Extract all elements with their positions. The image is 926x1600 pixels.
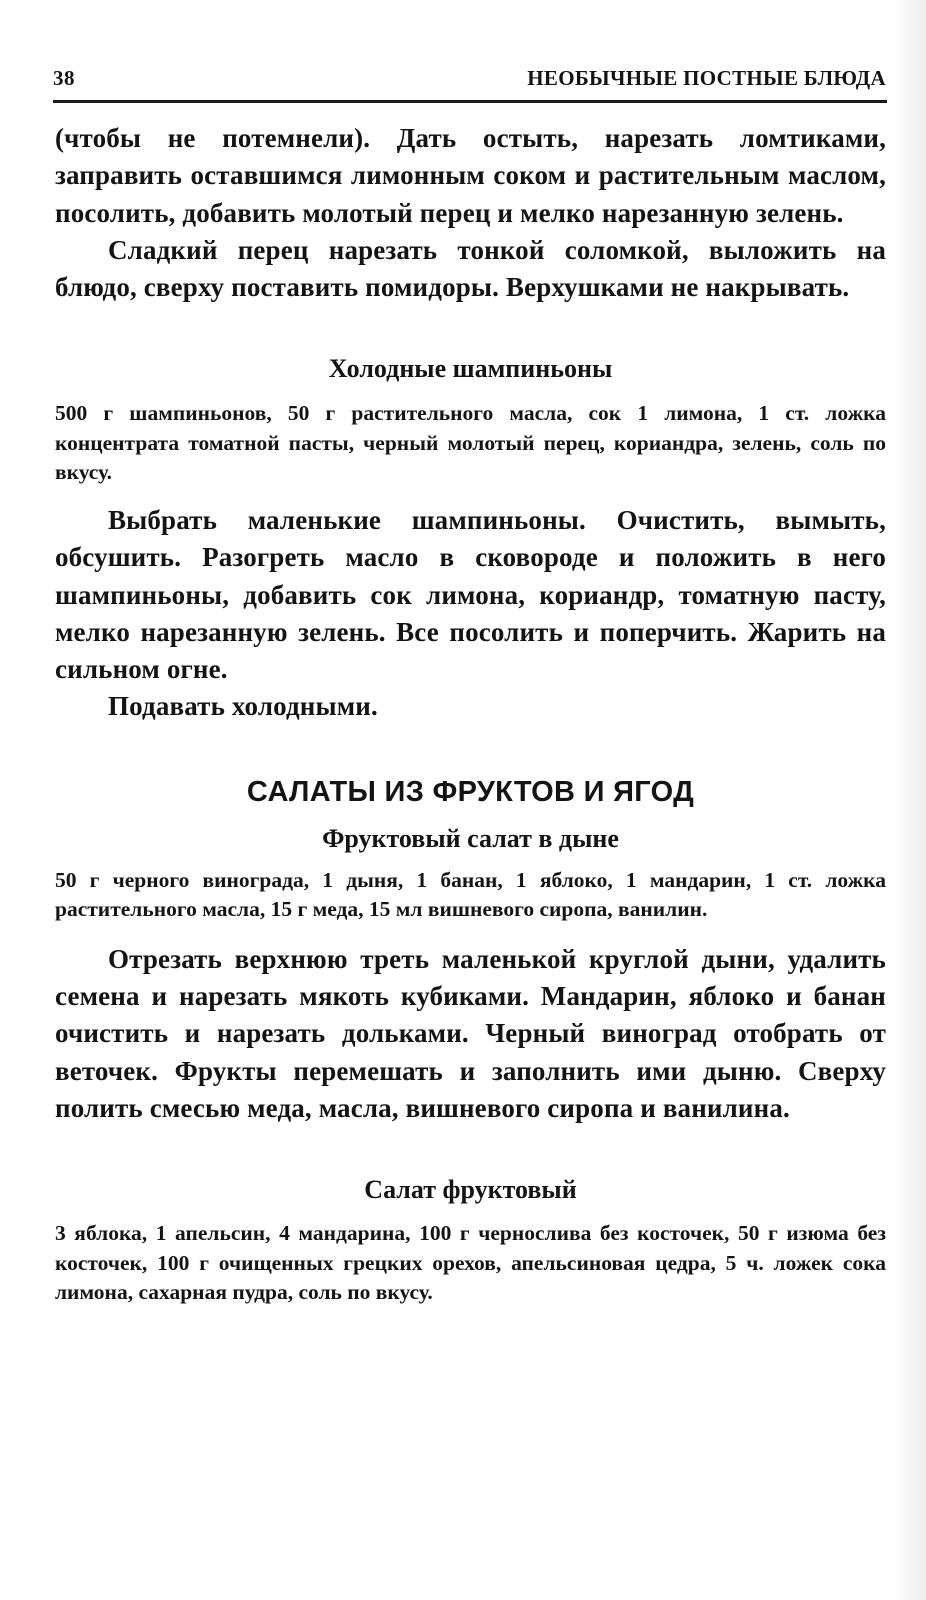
ingredients-fruit: 3 яблока, 1 апельсин, 4 мандарина, 100 г чернослива без косточек, 50 г изюма без косточек, 100 г очищенных грецких орехов, апельсиновая цедра, 5 ч. ложек сока лимона, сахарная пудра, соль по вкусу. [55, 1221, 886, 1305]
page-edge-shadow [892, 0, 926, 1600]
ingredients-mushrooms: 500 г шампиньонов, 50 г растительного масла, сок 1 лимона, 1 ст. ложка концентрата томатной пасты, черный молотый перец, кориандра, зелень, соль по вкусу. [55, 401, 886, 485]
instructions-paragraph: Выбрать маленькие шампиньоны. Очистить, вымыть, обсушить. Разогреть масло в сковороде и положить в него шампиньоны, добавить сок лимона, кориандр, томатную пасту, мелко нарезанную зелень. Все посолить и поперчить. Жарить на сильном огне. [55, 504, 886, 685]
recipe-title-fruit: Салат фруктовый [364, 1175, 577, 1205]
continuation-paragraph: (чтобы не потемнели). Дать остыть, нарезать ломтиками, заправить оставшимся лимонным соком и растительным маслом, посолить, добавить молотый перец и мелко нарезанную зелень. [55, 123, 886, 228]
header-rule [53, 100, 887, 103]
instructions-paragraph: Подавать холодными. [108, 691, 378, 722]
page-header [53, 58, 886, 94]
continuation-paragraph: Сладкий перец нарезать тонкой соломкой, выложить на блюдо, сверху поставить помидоры. Верхушками не накрывать. [55, 234, 886, 303]
recipe-title-mushrooms: Холодные шампиньоны [328, 354, 613, 384]
ingredients-melon: 50 г черного винограда, 1 дыня, 1 банан, 1 яблоко, 1 мандарин, 1 ст. ложка растительного масла, 15 г меда, 15 мл вишневого сиропа, ванилин. [55, 867, 886, 922]
running-head: НЕОБЫЧНЫЕ ПОСТНЫЕ БЛЮДА [527, 66, 886, 90]
recipe-title-melon: Фруктовый салат в дыне [322, 823, 619, 853]
section-title: САЛАТЫ ИЗ ФРУКТОВ И ЯГОД [246, 775, 695, 808]
instructions-paragraph: Отрезать верхнюю треть маленькой круглой дыни, удалить семена и нарезать мякоть кубиками. Мандарин, яблоко и банан очистить и нарезать дольками. Черный виноград отобрать от веточек. Фрукты перемешать и заполнить ими дыню. Сверху полить смесью меда, масла, вишневого сиропа и ванилина. [55, 943, 886, 1123]
page-content [55, 120, 886, 1308]
page-number: 38 [53, 66, 75, 90]
